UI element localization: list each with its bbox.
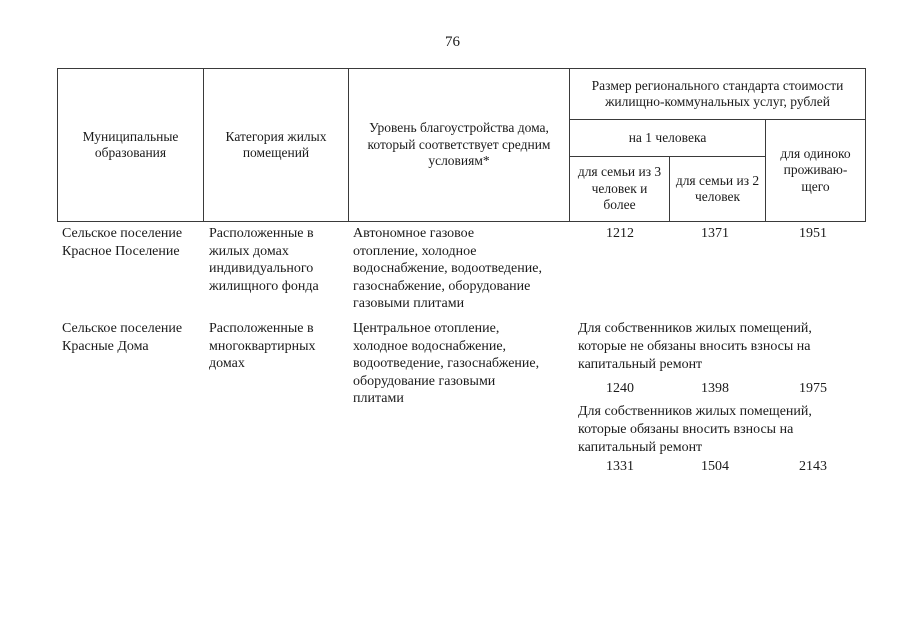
row2-g2-value-single: 2143 <box>799 459 827 474</box>
row2-g1-value-family-2: 1398 <box>701 381 729 396</box>
table-header <box>57 68 866 222</box>
row2-g2-value-family-3: 1331 <box>606 459 634 474</box>
row2-category: Расположенные в многоквартирных домах <box>209 321 316 371</box>
row1-value-family-2: 1371 <box>701 226 729 241</box>
header-family-2: для семьи из 2 человек <box>670 157 766 222</box>
header-level: Уровень благоустройства дома, который соответствует средним условиям* <box>349 69 570 222</box>
header-standard: Размер регионального стандарта стоимости жилищно-коммунальных услуг, рублей <box>570 69 866 120</box>
header-family-3: для семьи из 3 человек и более <box>570 157 670 222</box>
page-number: 76 <box>445 34 460 50</box>
row1-level: Автономное газовое отопление, холодное водоснабжение, водоотведение, газоснабжение, оборудование газовыми плитами <box>353 226 542 311</box>
row1-municipality: Сельское поселение Красное Поселение <box>62 226 183 259</box>
row2-note-1: Для собственников жилых помещений, которые не обязаны вносить взносы на капитальный ремонт <box>578 321 812 372</box>
row2-g1-value-family-3: 1240 <box>606 381 634 396</box>
row2-municipality: Сельское поселение Красные Дома <box>62 321 183 354</box>
row2-level: Центральное отопление, холодное водоснабжение, водоотведение, газоснабжение, оборудование газовыми плитами <box>353 321 540 406</box>
header-per-person: на 1 человека <box>570 120 766 157</box>
row1-value-family-3: 1212 <box>606 226 634 241</box>
header-single: для одиноко проживаю-щего <box>766 120 866 222</box>
row2-note-2: Для собственников жилых помещений, которые обязаны вносить взносы на капитальный ремонт <box>578 404 812 455</box>
header-municipality: Муниципальные образования <box>58 69 204 222</box>
row1-category: Расположенные в жилых домах индивидуального жилищного фонда <box>209 226 319 294</box>
row2-g2-value-family-2: 1504 <box>701 459 729 474</box>
row2-g1-value-single: 1975 <box>799 381 827 396</box>
row1-value-single: 1951 <box>799 226 827 241</box>
header-category: Категория жилых помещений <box>204 69 349 222</box>
